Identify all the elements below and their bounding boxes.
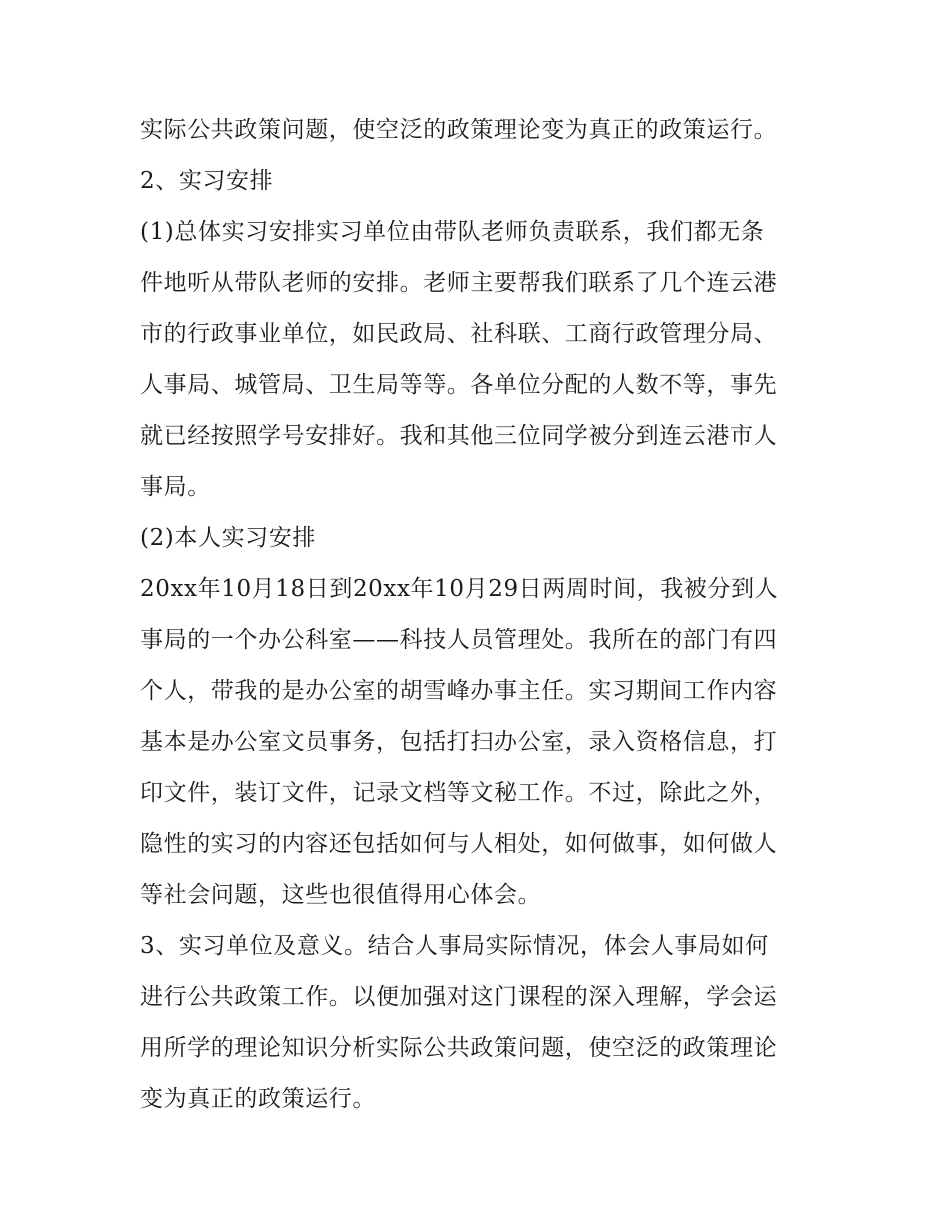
- text-line: 变为真正的政策运行。: [140, 1086, 376, 1112]
- paragraph: [140, 921, 812, 1125]
- text-line: 就已经按照学号安排好。我和其他三位同学被分到连云港市人: [140, 423, 778, 449]
- text-line: 市的行政事业单位，如民政局、社科联、工商行政管理分局、: [140, 321, 778, 347]
- paragraph: [140, 105, 812, 156]
- text-line: 等社会问题，这些也很值得用心体会。: [140, 882, 542, 908]
- paragraph: [140, 156, 812, 207]
- paragraph: [140, 513, 812, 564]
- text-line: 基本是办公室文员事务，包括打扫办公室，录入资格信息，打: [140, 729, 778, 755]
- text-line: 2、实习安排: [140, 168, 274, 194]
- text-line: 事局。: [140, 474, 211, 500]
- text-line: 个人，带我的是办公室的胡雪峰办事主任。实习期间工作内容: [140, 678, 778, 704]
- text-line: 进行公共政策工作。以便加强对这门课程的深入理解，学会运: [140, 984, 778, 1010]
- text-line: 人事局、城管局、卫生局等等。各单位分配的人数不等，事先: [140, 372, 778, 398]
- text-line: (1)总体实习安排实习单位由带队老师负责联系，我们都无条: [140, 219, 765, 245]
- text-line: 3、实习单位及意义。结合人事局实际情况，体会人事局如何: [140, 933, 769, 959]
- paragraph: [140, 564, 812, 921]
- text-line: 隐性的实习的内容还包括如何与人相处，如何做事，如何做人: [140, 831, 778, 857]
- text-line: (2)本人实习安排: [140, 525, 316, 551]
- text-line: 件地听从带队老师的安排。老师主要帮我们联系了几个连云港: [140, 270, 778, 296]
- text-line: 20xx年10月18日到20xx年10月29日两周时间，我被分到人: [140, 576, 779, 602]
- text-line: 实际公共政策问题，使空泛的政策理论变为真正的政策运行。: [140, 117, 778, 143]
- text-line: 用所学的理论知识分析实际公共政策问题，使空泛的政策理论: [140, 1035, 778, 1061]
- paragraph: [140, 207, 812, 513]
- document-body: [140, 105, 812, 1125]
- text-line: 印文件，装订文件，记录文档等文秘工作。不过，除此之外，: [140, 780, 778, 806]
- text-line: 事局的一个办公科室——科技人员管理处。我所在的部门有四: [140, 627, 778, 653]
